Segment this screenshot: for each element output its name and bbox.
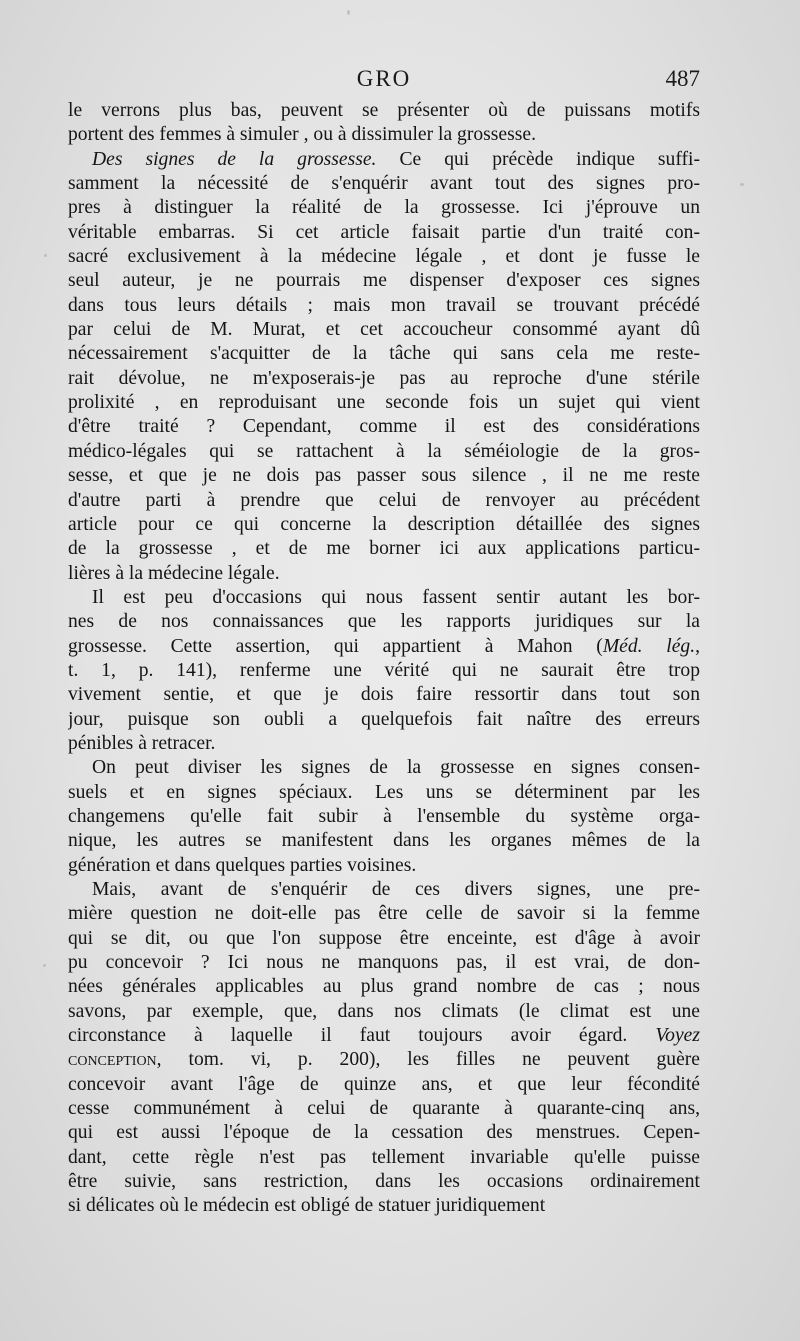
- text-line: [68, 878, 700, 902]
- text-line: [68, 902, 700, 926]
- text-run: nécessairement s'acquitter de la tâche qui sans cela me reste-: [68, 343, 700, 365]
- text-run: sesse, et que je ne dois pas passer sous silence , il ne me reste: [68, 465, 700, 487]
- text-line: [68, 610, 700, 634]
- text-run: portent des femmes à simuler , ou à dissimuler la grossesse.: [68, 124, 536, 146]
- text-line: [68, 1073, 700, 1097]
- text-line: [68, 659, 700, 683]
- text-run: qui se dit, ou que l'on suppose être enceinte, est d'âge à avoir: [68, 927, 700, 949]
- text-line: [68, 635, 700, 659]
- text-run: Mais, avant de s'enquérir de ces divers signes, une pre-: [92, 879, 700, 900]
- text-run: , tom. vi, p. 200), les filles ne peuvent guère: [156, 1049, 700, 1071]
- text-line: [68, 683, 700, 707]
- text-line: [68, 854, 700, 878]
- text-line: [68, 318, 700, 342]
- paper-speck: [740, 183, 744, 186]
- text-run: circonstance à laquelle il faut toujours avoir égard.: [68, 1025, 656, 1047]
- text-run: samment la nécessité de s'enquérir avant tout des signes pro-: [68, 173, 700, 195]
- text-run: article pour ce qui concerne la description détaillée des signes: [68, 513, 700, 535]
- text-line: [68, 781, 700, 805]
- italic-run: Voyez: [655, 1025, 700, 1047]
- text-run: concevoir avant l'âge de quinze ans, et que leur fécondité: [68, 1073, 700, 1095]
- text-run: de la grossesse , et de me borner ici aux applications particu-: [68, 538, 700, 560]
- text-line: [68, 489, 700, 513]
- text-run: Il est peu d'occasions qui nous fassent sentir autant les bor-: [92, 586, 700, 608]
- text-line: [68, 1048, 700, 1072]
- text-line: [68, 196, 700, 220]
- text-run: t. 1, p. 141), renferme une vérité qui ne saurait être trop: [68, 659, 700, 681]
- text-line: [68, 708, 700, 732]
- text-line: [68, 1024, 700, 1048]
- text-line: [68, 562, 700, 586]
- text-run: pénibles à retracer.: [68, 732, 216, 754]
- text-run: qui est aussi l'époque de la cessation des menstrues. Cepen-: [68, 1122, 700, 1144]
- text-line: [68, 391, 700, 415]
- text-run: véritable embarras. Si cet article faisait partie d'un traité con-: [68, 221, 700, 243]
- text-run: lières à la médecine légale.: [68, 562, 280, 584]
- text-line: [68, 756, 700, 780]
- paper-speck: [43, 964, 46, 967]
- text-run: dans tous leurs détails ; mais mon travail se trouvant précédé: [68, 294, 700, 316]
- text-line: [68, 415, 700, 439]
- text-run: cesse communément à celui de quarante à quarante-cinq ans,: [68, 1098, 700, 1120]
- text-line: [68, 1170, 700, 1194]
- italic-run: Méd. lég.: [602, 635, 696, 657]
- text-line: [68, 245, 700, 269]
- text-run: jour, puisque son oubli a quelquefois fait naître des erreurs: [68, 708, 700, 730]
- text-run: d'autre parti à prendre que celui de renvoyer au précédent: [68, 489, 700, 511]
- text-line: [68, 269, 700, 293]
- text-line: [68, 1146, 700, 1170]
- text-line: [68, 367, 700, 391]
- text-run: nées générales applicables au plus grand nombre de cas ; nous: [68, 976, 700, 998]
- text-run: génération et dans quelques parties voisines.: [68, 854, 417, 876]
- text-run: ,: [695, 635, 700, 657]
- text-line: [68, 464, 700, 488]
- page-header: [68, 66, 700, 96]
- text-run: le verrons plus bas, peuvent se présenter où de puissans motifs: [68, 100, 700, 121]
- text-run: être suivie, sans restriction, dans les occasions ordinairement: [68, 1171, 700, 1193]
- text-line: [68, 732, 700, 756]
- text-line: [68, 1194, 700, 1218]
- text-run: rait dévolue, ne m'exposerais-je pas au reproche d'une stérile: [68, 367, 700, 389]
- text-run: nique, les autres se manifestent dans les organes mêmes de la: [68, 830, 700, 852]
- text-line: [68, 951, 700, 975]
- text-run: prolixité , en reproduisant une seconde fois un sujet qui vient: [68, 392, 700, 414]
- text-line: [68, 172, 700, 196]
- text-run: vivement sentie, et que je dois faire ressortir dans tout son: [68, 684, 700, 706]
- text-run: pres à distinguer la réalité de la grossesse. Ici j'éprouve un: [68, 197, 700, 219]
- text-run: d'être traité ? Cependant, comme il est des considérations: [68, 416, 700, 438]
- text-run: Ce qui précède indique suffi-: [376, 148, 700, 170]
- text-run: seul auteur, je ne pourrais me dispenser d'exposer ces signes: [68, 270, 700, 292]
- text-line: [68, 586, 700, 610]
- text-run: grossesse. Cette assertion, qui appartient à Mahon (: [68, 635, 603, 657]
- text-line: [68, 1097, 700, 1121]
- text-line: [68, 294, 700, 318]
- small-caps-run: conception: [68, 1049, 157, 1071]
- text-line: [68, 805, 700, 829]
- text-line: [68, 221, 700, 245]
- text-run: si délicates où le médecin est obligé de statuer juridiquement: [68, 1195, 546, 1217]
- article-text: [68, 99, 700, 1219]
- text-run: suels et en signes spéciaux. Les uns se déterminent par les: [68, 781, 700, 803]
- italic-run: Des signes de la grossesse.: [92, 148, 377, 170]
- text-run: médico-légales qui se rattachent à la séméiologie de la gros-: [68, 440, 700, 462]
- text-run: On peut diviser les signes de la grossesse en signes consen-: [92, 757, 700, 779]
- text-line: [68, 829, 700, 853]
- text-line: [68, 99, 700, 123]
- text-run: savons, par exemple, que, dans nos climats (le climat est une: [68, 1000, 700, 1022]
- text-run: nes de nos connaissances que les rapports juridiques sur la: [68, 611, 700, 633]
- text-line: [68, 975, 700, 999]
- text-line: [68, 1000, 700, 1024]
- text-line: [68, 123, 700, 147]
- text-run: dant, cette règle n'est pas tellement invariable qu'elle puisse: [68, 1146, 700, 1168]
- paper-speck: [347, 10, 350, 15]
- text-line: [68, 537, 700, 561]
- text-line: [68, 148, 700, 172]
- running-head: GRO: [356, 66, 412, 91]
- text-run: par celui de M. Murat, et cet accoucheur consommé ayant dû: [68, 319, 700, 341]
- text-line: [68, 440, 700, 464]
- text-run: sacré exclusivement à la médecine légale , et dont je fusse le: [68, 246, 700, 268]
- page-number: 487: [665, 66, 700, 91]
- text-line: [68, 1121, 700, 1145]
- text-run: changemens qu'elle fait subir à l'ensemble du système orga-: [68, 805, 700, 827]
- paper-speck: [44, 254, 47, 257]
- text-run: pu concevoir ? Ici nous ne manquons pas, il est vrai, de don-: [68, 952, 700, 974]
- text-line: [68, 927, 700, 951]
- text-line: [68, 513, 700, 537]
- text-run: mière question ne doit-elle pas être celle de savoir si la femme: [68, 903, 700, 925]
- text-line: [68, 342, 700, 366]
